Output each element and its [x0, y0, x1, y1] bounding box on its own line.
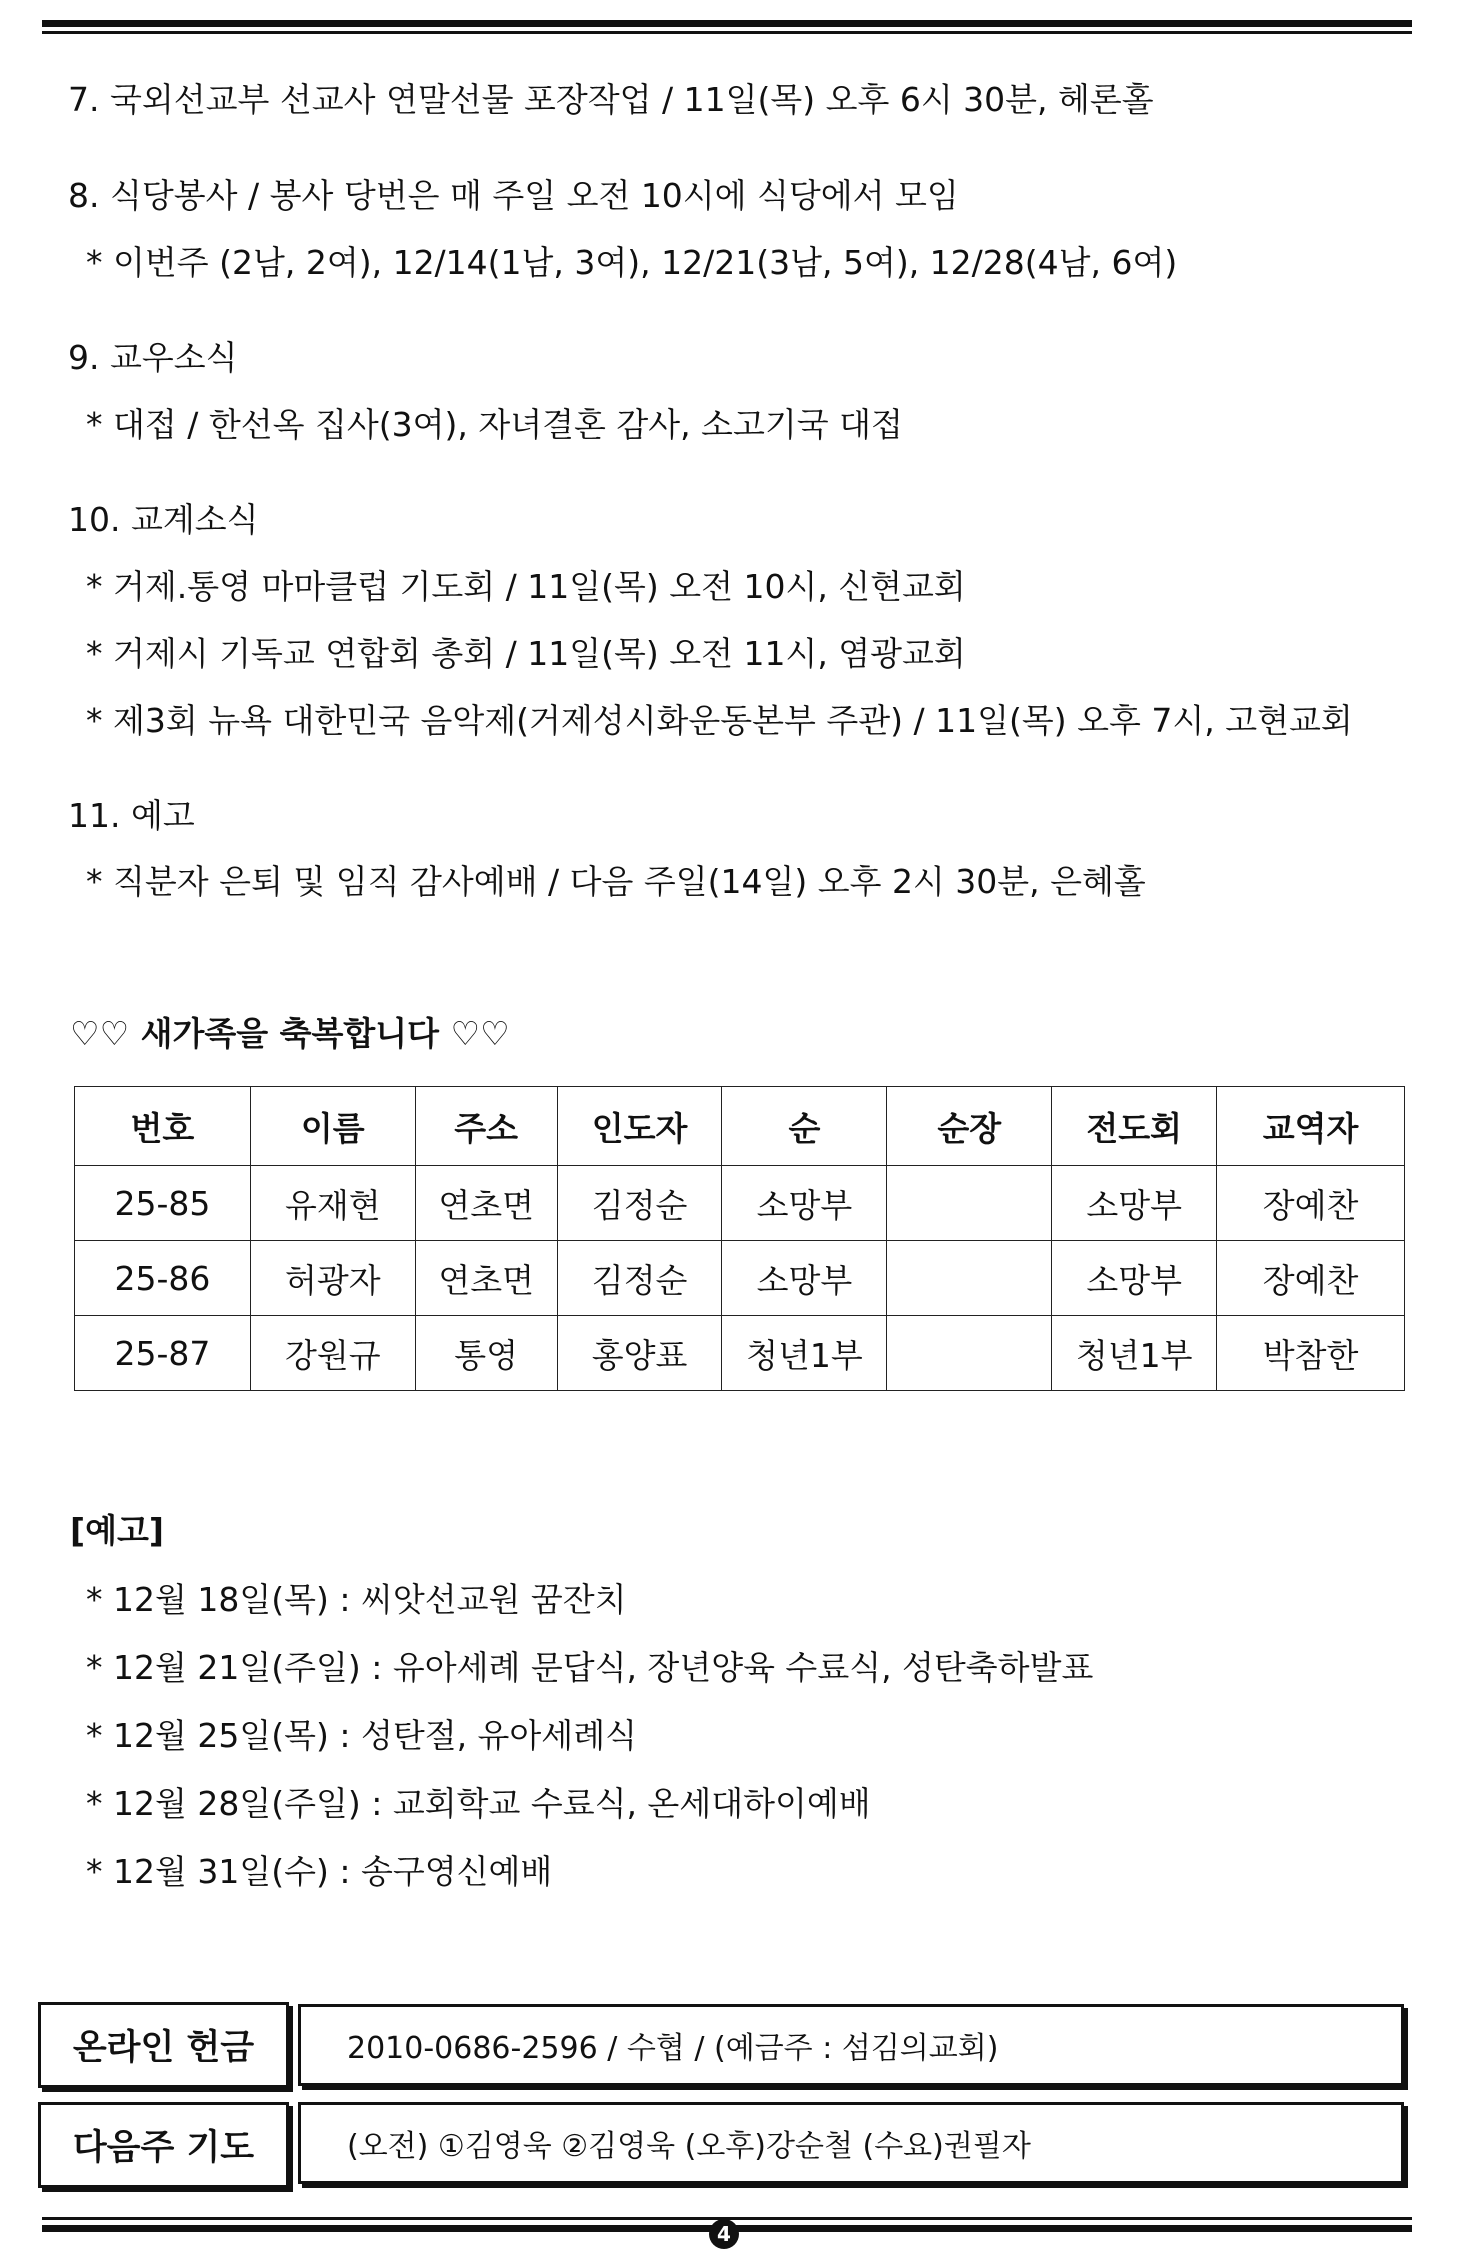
item-10-detail-2: * 거제시 기독교 연합회 총회 / 11일(목) 오전 11시, 염광교회: [86, 634, 966, 673]
header-number: 번호: [75, 1087, 251, 1166]
header-group-leader: 순장: [887, 1087, 1052, 1166]
item-11-detail: * 직분자 은퇴 및 임직 감사예배 / 다음 주일(14일) 오후 2시 30분, 은혜홀: [86, 862, 1146, 901]
cell-address: 연초면: [415, 1166, 557, 1241]
preview-title: [예고]: [70, 1511, 164, 1550]
cell-address: 연초면: [415, 1241, 557, 1316]
item-11: 11. 예고: [68, 796, 195, 835]
top-rule-thin: [42, 31, 1412, 34]
header-minister: 교역자: [1217, 1087, 1405, 1166]
cell-group-leader: [887, 1316, 1052, 1391]
cell-guide: 김정순: [557, 1241, 722, 1316]
item-10: 10. 교계소식: [68, 500, 259, 539]
new-family-title: ♡♡ 새가족을 축복합니다 ♡♡: [70, 1014, 510, 1053]
cell-mission-society: 청년1부: [1052, 1316, 1217, 1391]
table-row: [75, 1316, 1405, 1391]
cell-name: 강원규: [250, 1316, 415, 1391]
item-9: 9. 교우소식: [68, 338, 238, 377]
header-group: 순: [722, 1087, 887, 1166]
item-8-detail: * 이번주 (2남, 2여), 12/14(1남, 3여), 12/21(3남, 5여), 12/28(4남, 6여): [86, 243, 1178, 282]
preview-line-1: * 12월 18일(목) : 씨앗선교원 꿈잔치: [86, 1580, 627, 1619]
preview-line-3: * 12월 25일(목) : 성탄절, 유아세례식: [86, 1716, 637, 1755]
top-rule-thick: [42, 20, 1412, 27]
preview-line-2: * 12월 21일(주일) : 유아세례 문답식, 장년양육 수료식, 성탄축하발표: [86, 1648, 1094, 1687]
cell-minister: 박참한: [1217, 1316, 1405, 1391]
cell-minister: 장예찬: [1217, 1241, 1405, 1316]
header-guide: 인도자: [557, 1087, 722, 1166]
cell-group: 소망부: [722, 1166, 887, 1241]
header-address: 주소: [415, 1087, 557, 1166]
table-row: [75, 1241, 1405, 1316]
header-name: 이름: [250, 1087, 415, 1166]
cell-group: 청년1부: [722, 1316, 887, 1391]
cell-number: 25-86: [75, 1241, 251, 1316]
online-offering-label: 온라인 헌금: [38, 2002, 289, 2088]
table-row: [75, 1166, 1405, 1241]
cell-number: 25-85: [75, 1166, 251, 1241]
item-10-detail-3: * 제3회 뉴욕 대한민국 음악제(거제성시화운동본부 주관) / 11일(목) 오후 7시, 고현교회: [86, 701, 1353, 740]
next-week-prayer-label: 다음주 기도: [38, 2102, 289, 2188]
preview-line-5: * 12월 31일(수) : 송구영신예배: [86, 1852, 553, 1891]
table-header-row: [75, 1087, 1405, 1166]
item-7: 7. 국외선교부 선교사 연말선물 포장작업 / 11일(목) 오후 6시 30분, 헤론홀: [68, 80, 1154, 119]
page-number: 4: [709, 2219, 739, 2249]
preview-line-4: * 12월 28일(주일) : 교회학교 수료식, 온세대하이예배: [86, 1784, 871, 1823]
cell-address: 통영: [415, 1316, 557, 1391]
item-9-detail: * 대접 / 한선옥 집사(3여), 자녀결혼 감사, 소고기국 대접: [86, 405, 903, 444]
cell-name: 허광자: [250, 1241, 415, 1316]
item-8: 8. 식당봉사 / 봉사 당번은 매 주일 오전 10시에 식당에서 모임: [68, 176, 959, 215]
cell-mission-society: 소망부: [1052, 1241, 1217, 1316]
item-10-detail-1: * 거제.통영 마마클럽 기도회 / 11일(목) 오전 10시, 신현교회: [86, 567, 966, 606]
cell-group-leader: [887, 1166, 1052, 1241]
cell-guide: 홍양표: [557, 1316, 722, 1391]
cell-mission-society: 소망부: [1052, 1166, 1217, 1241]
online-offering-account: 2010-0686-2596 / 수협 / (예금주 : 섬김의교회): [298, 2004, 1404, 2086]
next-week-prayer-list: (오전) ①김영욱 ②김영욱 (오후)강순철 (수요)권필자: [298, 2102, 1404, 2184]
cell-number: 25-87: [75, 1316, 251, 1391]
cell-group-leader: [887, 1241, 1052, 1316]
cell-name: 유재현: [250, 1166, 415, 1241]
new-family-table: [74, 1086, 1405, 1391]
cell-minister: 장예찬: [1217, 1166, 1405, 1241]
header-mission-society: 전도회: [1052, 1087, 1217, 1166]
cell-guide: 김정순: [557, 1166, 722, 1241]
cell-group: 소망부: [722, 1241, 887, 1316]
